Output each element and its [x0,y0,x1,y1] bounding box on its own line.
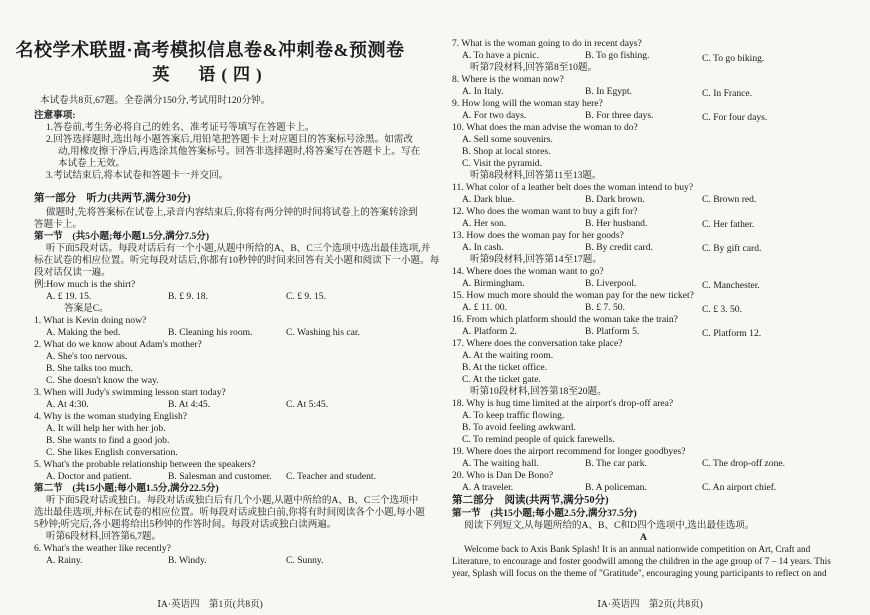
question-4: 4. Why is the woman studying English? [34,411,188,422]
option: A. It will help her with her job. [46,423,166,434]
option: B. A policeman. [585,482,647,493]
question-6: 6. What's the weather like recently? [34,543,171,554]
option: B. £ 7. 50. [585,302,625,313]
question-17: 17. Where does the conversation take place? [452,338,623,349]
option: C. The drop-off zone. [702,458,786,469]
option: B. Her husband. [585,218,648,229]
option: B. She wants to find a good job. [46,435,170,446]
option: A. Sell some souvenirs. [462,134,553,145]
option: C. She doesn't know the way. [46,375,159,386]
option: C. She likes English conversation. [46,447,178,458]
example-option: B. £ 9. 18. [168,291,208,302]
part2-sec1-heading: 第一节 (共15小题;每小题2.5分,满分37.5分) [452,508,637,519]
question-12: 12. Who does the woman want to buy a gift for? [452,206,638,217]
question-15: 15. How much more should the woman pay for the new ticket? [452,290,694,301]
option: C. Brown red. [702,194,757,205]
option: B. Liverpool. [585,278,637,289]
page-footer-right: ⅠA·英语四 第2页(共8页) [597,600,703,610]
example-option: C. £ 9. 15. [286,291,326,302]
example-question: 例:How much is the shirt? [34,279,136,290]
option: B. To go fishing. [585,50,650,61]
option: C. £ 3. 50. [702,304,742,315]
part1-heading: 第一部分 听力(共两节,满分30分) [34,193,191,204]
option: A. To have a picnic. [462,50,539,61]
question-8: 8. Where is the woman now? [452,74,564,85]
page-footer-left: ⅠA·英语四 第1页(共8页) [157,600,263,610]
sec1-desc3: 段对话仅读一遍。 [34,267,111,278]
option: A. Her son. [462,218,507,229]
passage-label: A [640,532,647,543]
intro-line: 本试卷共8页,67题。全卷满分150分,考试用时120分钟。 [40,95,271,106]
note-2c: 本试卷上无效。 [58,158,126,169]
option: C. Washing his car. [286,327,360,338]
option: C. At the ticket gate. [462,374,541,385]
sec1-desc2: 标在试卷的相应位置。听完每段对话后,你都有10秒钟的时间来回答有关小题和阅读下一小题。每 [34,255,440,266]
option: B. At 4:45. [168,399,211,410]
question-5: 5. What's the probable relationship between the speakers? [34,459,256,470]
question-2: 2. What do we know about Adam's mother? [34,339,202,350]
option: B. Platform 5. [585,326,640,337]
note-2b: 动,用橡皮擦干净后,再选涂其他答案标号。回答非选择题时,将答案写在答题卡上。写在 [58,146,421,157]
option: B. Cleaning his room. [168,327,253,338]
option: A. She's too nervous. [46,351,128,362]
part2-instructions: 阅读下列短文,从每题所给的A、B、C和D四个选项中,选出最佳选项。 [464,520,755,531]
part1-desc1: 做题时,先将答案标在试卷上,录音内容结束后,你将有两分钟的时间将试卷上的答案转涂到 [46,207,418,218]
note-3: 3.考试结束后,将本试卷和答题卡一并交回。 [46,170,229,181]
sec2-heading: 第二节 (共15小题;每小题1.5分,满分22.5分) [34,483,219,494]
option: B. The car park. [585,458,647,469]
option: A. At the waiting room. [462,350,554,361]
option: C. For four days. [702,112,768,123]
question-11: 11. What color of a leather belt does the woman intend to buy? [452,182,694,193]
option: C. To go biking. [702,53,765,64]
option: B. Salesman and customer. [168,471,272,482]
option: C. Her father. [702,219,755,230]
option: B. She talks too much. [46,363,133,374]
option: C. To remind people of quick farewells. [462,434,615,445]
option: A. Rainy. [46,555,83,566]
option: B. Windy. [168,555,207,566]
option: C. At 5:45. [286,399,329,410]
question-9: 9. How long will the woman stay here? [452,98,603,109]
option: C. Platform 12. [702,328,762,339]
option: A. At 4:30. [46,399,89,410]
sec2-desc1: 听下面5段对话或独白。每段对话或独白后有几个小题,从题中所给的A、B、C三个选项中 [46,495,419,506]
option: C. Teacher and student. [286,471,376,482]
question-10: 10. What does the man advise the woman to do? [452,122,638,133]
passage-line: Welcome back to Axis Bank Splash! It is an annual nationwide competition on Art, Craft and [464,545,811,555]
option: A. £ 11. 00. [462,302,507,313]
question-13: 13. How does the woman pay for her goods? [452,230,624,241]
option: C. Manchester. [702,280,760,291]
option: A. Dark blue. [462,194,515,205]
note-2a: 2.回答选择题时,选出每小题答案后,用铅笔把答题卡上对应题目的答案标号涂黑。如需改 [46,134,413,145]
example-answer: 答案是C。 [64,303,109,314]
sec2-desc2: 选出最佳选项,并标在试卷的相应位置。听每段对话或独白前,你将有时间阅读各个小题,每小题 [34,507,425,518]
option: A. A traveler. [462,482,514,493]
option: C. Sunny. [286,555,324,566]
note-1: 1.答卷前,考生务必将自己的姓名、准考证号等填写在答题卡上。 [46,122,315,133]
question-7: 7. What is the woman going to do in recent days? [452,38,642,49]
notes-title: 注意事项: [34,110,76,121]
option: B. Dark brown. [585,194,645,205]
passage-line: year, Splash will focus on the theme of "Gratitude", encouraging young participants to reflect on and [452,569,827,579]
option: A. To keep traffic flowing. [462,410,565,421]
question-19: 19. Where does the airport recommend for longer goodbyes? [452,446,686,457]
material-note: 听第6段材料,回答第6,7题。 [46,531,162,542]
option: B. For three days. [585,110,654,121]
question-14: 14. Where does the woman want to go? [452,266,604,277]
option: C. In France. [702,88,753,99]
option: A. The waiting hall. [462,458,539,469]
material-note: 听第10段材料,回答第18至20题。 [470,386,607,397]
part2-heading: 第二部分 阅读(共两节,满分50分) [452,495,609,506]
option: B. To avoid feeling awkward. [462,422,576,433]
option: B. In Egypt. [585,86,632,97]
sec1-heading: 第一节 (共5小题;每小题1.5分,满分7.5分) [34,231,210,242]
option: C. Visit the pyramid. [462,158,542,169]
material-note: 听第7段材料,回答第8至10题。 [470,62,598,73]
material-note: 听第9段材料,回答第14至17题。 [470,254,602,265]
sec2-desc3: 5秒钟;听完后,各小题将给出5秒钟的作答时间。每段对话或独白读两遍。 [34,519,337,530]
question-20: 20. Who is Dan De Bono? [452,470,554,481]
sec1-desc1: 听下面5段对话。每段对话后有一个小题,从题中所给的A、B、C三个选项中选出最佳选项,并 [46,243,431,254]
option: C. By gift card. [702,243,762,254]
option: B. Shop at local stores. [462,146,551,157]
exam-title: 名校学术联盟·高考模拟信息卷&冲刺卷&预测卷 [15,40,405,60]
option: A. Platform 2. [462,326,517,337]
option: A. Birmingham. [462,278,525,289]
example-option: A. £ 19. 15. [46,291,92,302]
question-1: 1. What is Kevin doing now? [34,315,147,326]
option: A. Doctor and patient. [46,471,132,482]
question-3: 3. When will Judy's swimming lesson start today? [34,387,226,398]
right-column [440,0,860,615]
question-16: 16. From which platform should the woman take the train? [452,314,678,325]
option: A. Making the bed. [46,327,121,338]
option: B. By credit card. [585,242,653,253]
question-18: 18. Why is hug time limited at the airport's drop-off area? [452,398,674,409]
passage-line: Literature, to encourage and foster goodwill among the children in the age group of 7 – 14 years. This [452,557,831,567]
part1-desc2: 答题卡上。 [34,219,82,230]
material-note: 听第8段材料,回答第11至13题。 [470,170,602,181]
option: B. At the ticket office. [462,362,548,373]
option: A. For two days. [462,110,527,121]
option: A. In cash. [462,242,504,253]
exam-subtitle: 英 语(四) [152,65,268,84]
option: C. An airport chief. [702,482,777,493]
option: A. In Italy. [462,86,504,97]
